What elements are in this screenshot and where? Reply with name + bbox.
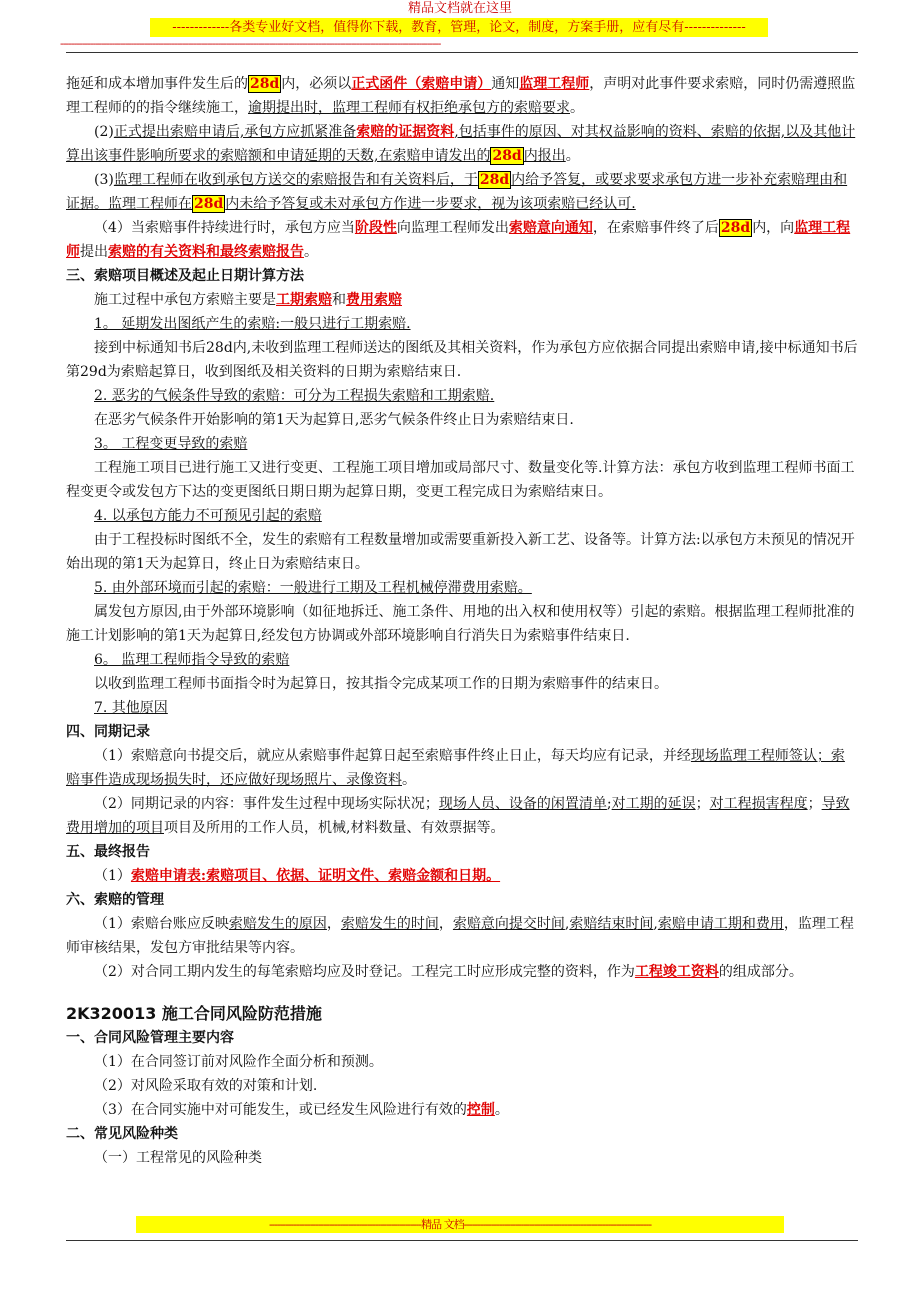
underlined-text: 内报出 [523, 148, 566, 164]
paragraph [66, 792, 858, 840]
list-item-title [66, 384, 858, 408]
highlight-text: 监理工程师 [66, 220, 851, 260]
highlight-text: 阶段性 [354, 220, 397, 236]
text: ，在索赔事件终了后 [592, 220, 719, 236]
deadline-badge: 28d [194, 196, 224, 212]
text: 通知 [491, 76, 520, 92]
text: 拖延和成本增加事件发生后的 [66, 76, 248, 92]
list-item-title [66, 696, 858, 720]
list-item-title [66, 576, 858, 600]
text: (2) [94, 124, 114, 140]
section-heading: 二、常见风险种类 [66, 1126, 178, 1142]
text: （1）索赔意向书提交后，就应从索赔事件起算日起至索赔事件终止日止，每天均应有记录，并经 [94, 748, 691, 764]
text: （2）同期记录的内容：事件发生过程中现场实际状况； [94, 796, 439, 812]
paragraph: 在恶劣气候条件开始影响的第1天为起算日,恶劣气候条件终止日为索赔结束日. [94, 412, 574, 428]
underlined-text: 正式提出索赔申请后,承包方应抓紧准备 [113, 124, 357, 140]
text: ，声明对此事件要求索赔，同时仍需遵照监理工程师的的指令继续施工， [66, 76, 856, 116]
deadline-badge: 28d [492, 148, 522, 164]
underlined-text: 6。 监理工程师指令导致的索赔 [94, 652, 290, 668]
underlined-text: 现场监理工程师签认；索赔事件造成现场损失时，还应做好现场照片、录像资料 [66, 748, 845, 788]
underlined-text: 内给予答复，或要求要求承包方进一步补充索赔理由和证据。监理工程师在 [66, 172, 848, 212]
text: , [564, 916, 570, 932]
underlined-text: 4. 以承包方能力不可预见引起的索赔 [94, 508, 322, 524]
header-dash-line: -------------------------------------------------------------------------------------------------------------------------------------------- [60, 37, 441, 50]
header-banner: -------------各类专业好文档，值得你下载，教育，管理，论文，制度，方案手册，应有尽有-------------- [150, 18, 768, 37]
paragraph [66, 960, 858, 984]
paragraph-p1 [66, 72, 858, 120]
list-item-title [66, 504, 858, 528]
list-item-title [66, 648, 858, 672]
underlined-text: 逾期提出时，监理工程师有权拒绝承包方的索赔要求 [248, 100, 570, 116]
deadline-badge: 28d [720, 220, 751, 236]
underlined-text: 对工期的延误 [611, 796, 696, 812]
underlined-text: 对工程损害程度 [709, 796, 808, 812]
section-heading: 六、索赔的管理 [66, 892, 164, 908]
highlight-text: 正式函件（索赔申请） [351, 76, 492, 92]
underlined-text: 2. 恶劣的气候条件导致的索赔：可分为工程损失索赔和工期索赔. [94, 388, 495, 404]
paragraph: 由于工程投标时图纸不全，发生的索赔有工程数量增加或需要重新投入新工艺、设备等。计算方法:以承包方未预见的情况开始出现的第1天为起算日，终止日为索赔结束日。 [66, 532, 855, 572]
paragraph-p4 [66, 216, 858, 264]
underlined-text: 现场人员、设备的闲置清单 [438, 796, 607, 812]
footer-banner: --------------------------------------------------------精品 文档--------------------------------------------------------------------- [136, 1216, 784, 1233]
paragraph: （一）工程常见的风险种类 [94, 1150, 262, 1166]
highlight-text: 索赔申请表:索赔项目、依据、证明文件、索赔金额和日期。 [130, 868, 501, 884]
list-item-title [66, 312, 858, 336]
text: 。 [565, 148, 580, 164]
paragraph [66, 1098, 858, 1122]
text: 内，必须以 [281, 76, 352, 92]
text: ； [807, 796, 822, 812]
text: ， [438, 916, 453, 932]
paragraph: （1）在合同签订前对风险作全面分析和预测。 [94, 1054, 383, 1070]
paragraph: 工程施工项目已进行施工又进行变更、工程施工项目增加或局部尺寸、数量变化等.计算方法：承包方收到监理工程师书面工程变更令或发包方下达的变更图纸日期日期为起算日期，变更工程完成日为索赔结束日。 [66, 460, 855, 500]
underlined-text: 5. 由外部环境而引起的索赔：一般进行工期及工程机械停滞费用索赔。 [94, 580, 532, 596]
paragraph: 以收到监理工程师书面指令时为起算日，按其指令完成某项工作的日期为索赔事件的结束日。 [94, 676, 668, 692]
underlined-text: 1。 延期发出图纸产生的索赔:一般只进行工期索赔. [94, 316, 411, 332]
text: （3）在合同实施中对可能发生，或已经发生风险进行有效的 [94, 1102, 467, 1118]
text: , [653, 916, 658, 932]
underlined-text: 7. 其他原因 [94, 700, 168, 716]
chapter-title: 2K320013 施工合同风险防范措施 [66, 1004, 322, 1023]
text: 。 [494, 1102, 509, 1118]
paragraph [66, 912, 858, 960]
paragraph-p2 [66, 120, 858, 168]
highlight-text: 索赔的证据资料 [356, 124, 455, 140]
underlined-text: 索赔申请工期和费用 [657, 916, 784, 932]
text: 项目及所用的工作人员，机械,材料数量、有效票据等。 [164, 820, 505, 836]
text: （2）对合同工期内发生的每笔索赔均应及时登记。工程完工时应形成完整的资料，作为 [94, 964, 635, 980]
text: 内，向 [752, 220, 795, 236]
underlined-text: 索赔意向提交时间 [452, 916, 565, 932]
paragraph [66, 288, 858, 312]
text: ，监理工程师审核结果，发包方审批结果等内容。 [66, 916, 854, 956]
text: (3) [94, 172, 114, 188]
highlight-text: 监理工程师 [519, 76, 590, 92]
section-heading: 五、最终报告 [66, 844, 150, 860]
highlight-text: 费用索赔 [346, 292, 402, 308]
highlight-text: 索赔的有关资料和最终索赔报告 [108, 244, 304, 260]
text: ; [606, 796, 612, 812]
highlight-text: 索赔意向通知 [508, 220, 593, 236]
underlined-text: ,包括事件的原因、对其权益影响的资料、索赔的依据,以及其他计算出该事件影响所要求的索赔额和申请延期的天数,在索赔申请发出的 [66, 124, 856, 164]
underlined-text: 索赔结束时间 [569, 916, 654, 932]
text: （1） [94, 868, 131, 884]
text: 的组成部分。 [718, 964, 803, 980]
underlined-text: 监理工程师在收到承包方送交的索赔报告和有关资料后，于 [113, 172, 478, 188]
paragraph: （2）对风险采取有效的对策和计划. [94, 1078, 318, 1094]
highlight-text: 工期索赔 [276, 292, 332, 308]
text: 和 [332, 292, 346, 308]
highlight-text: 工程竣工资料 [634, 964, 719, 980]
text: 施工过程中承包方索赔主要是 [94, 292, 276, 308]
document-body [66, 72, 858, 1170]
section-heading: 一、合同风险管理主要内容 [66, 1030, 234, 1046]
underlined-text: 索赔发生的时间 [340, 916, 439, 932]
text: ， [326, 916, 341, 932]
deadline-badge: 28d [479, 172, 510, 188]
paragraph: 接到中标通知书后28d内,未收到监理工程师送达的图纸及其相关资料，作为承包方应依据合同提出索赔申请,接中标通知书后第29d为索赔起算日，收到图纸及相关资料的日期为索赔结束日. [66, 340, 858, 380]
paragraph-p3 [66, 168, 858, 216]
text: （1）索赔台账应反映 [94, 916, 229, 932]
header-title: 精品文档就在这里 [407, 1, 512, 16]
section-heading: 四、同期记录 [66, 724, 150, 740]
text: 。 [402, 772, 416, 788]
text: （4）当索赔事件持续进行时，承包方应当 [94, 220, 355, 236]
text: ； [695, 796, 710, 812]
underlined-text: 索赔发生的原因 [228, 916, 327, 932]
highlight-text: 控制 [466, 1102, 495, 1118]
text: 向监理工程师发出 [396, 220, 509, 236]
footer-divider [66, 1240, 858, 1241]
underlined-text: 内未给予答复或未对承包方作进一步要求，视为该项索赔已经认可. [225, 196, 636, 212]
text: 提出 [80, 244, 108, 260]
paragraph: 属发包方原因,由于外部环境影响（如征地拆迁、施工条件、用地的出入权和使用权等）引起的索赔。根据监理工程师批准的施工计划影响的第1天为起算日,经发包方协调或外部环境影响自行消失日为索赔事件结束日. [66, 604, 855, 644]
text: 。 [570, 100, 584, 116]
underlined-text: 导致费用增加的项目 [66, 796, 850, 836]
deadline-badge: 28d [250, 76, 280, 92]
section-heading: 三、索赔项目概述及起止日期计算方法 [66, 268, 304, 284]
text: 。 [304, 244, 318, 260]
paragraph [66, 744, 858, 792]
list-item-title [66, 432, 858, 456]
header-divider [66, 52, 858, 53]
paragraph [66, 864, 858, 888]
underlined-text: 3。 工程变更导致的索赔 [94, 436, 248, 452]
